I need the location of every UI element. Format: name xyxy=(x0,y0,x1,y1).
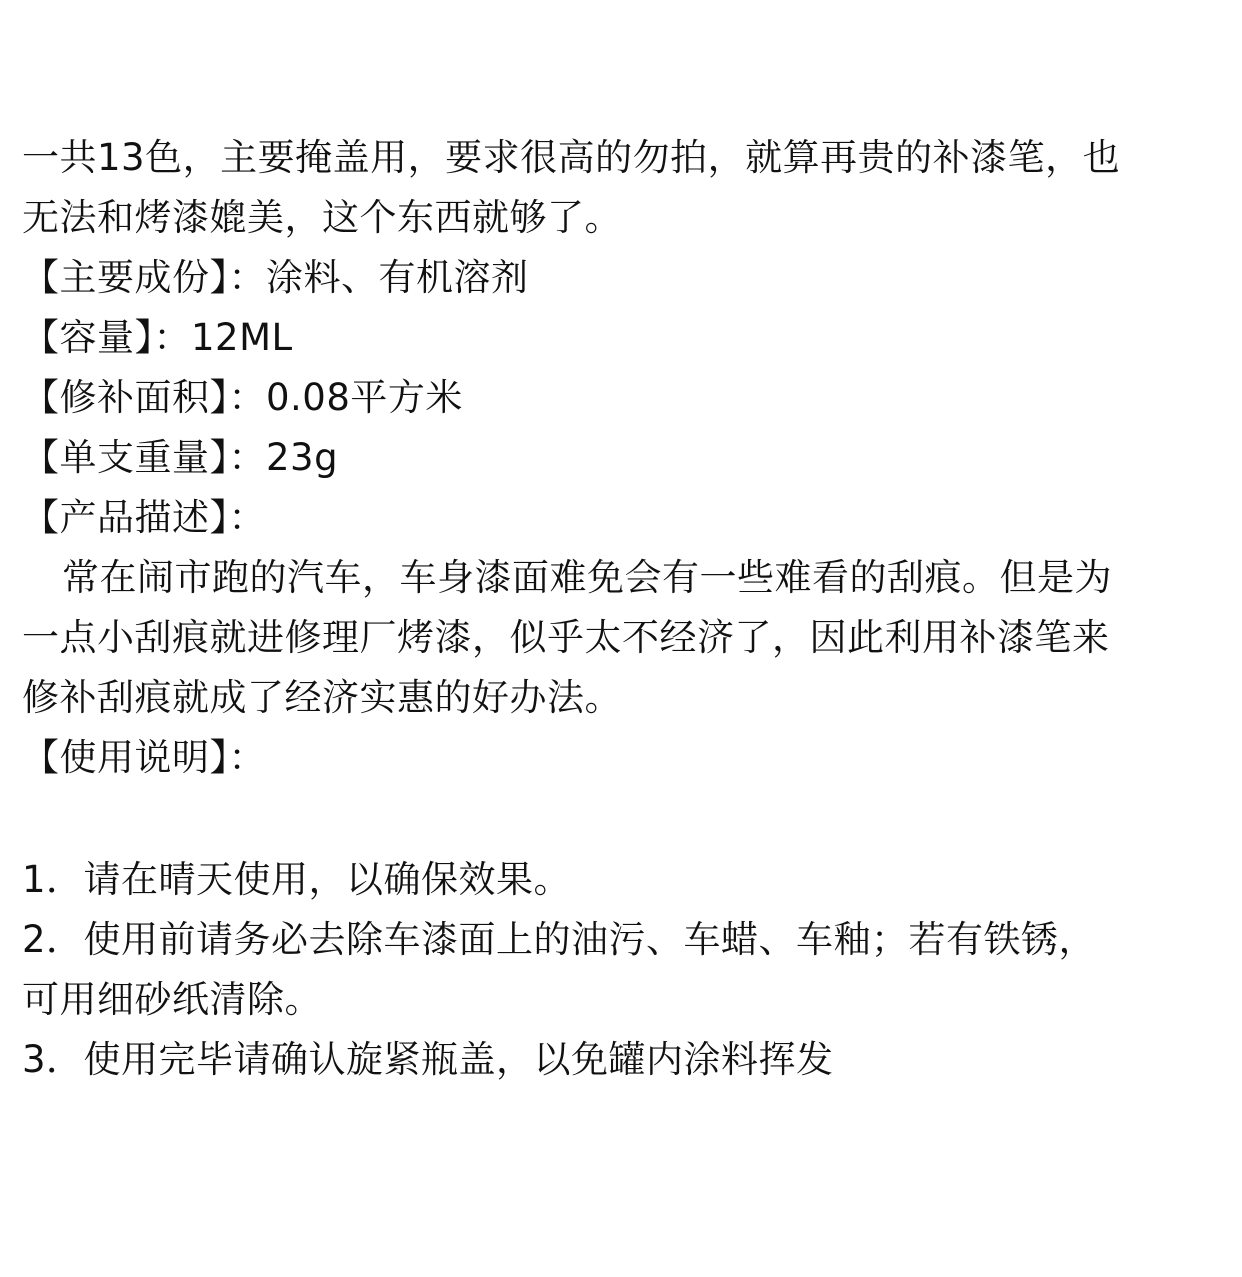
description-line-2: 一点小刮痕就进修理厂烤漆，似乎太不经济了，因此利用补漆笔来 xyxy=(22,616,1110,659)
usage-step-2-line-1: 2．使用前请务必去除车漆面上的油污、车蜡、车釉；若有铁锈， xyxy=(22,918,1097,961)
spec-ingredients: 【主要成份】：涂料、有机溶剂 xyxy=(22,256,529,299)
usage-step-1: 1．请在晴天使用，以确保效果。 xyxy=(22,858,572,901)
intro-line-1: 一共13色，主要掩盖用，要求很高的勿拍，就算再贵的补漆笔，也 xyxy=(22,136,1121,179)
description-line-3: 修补刮痕就成了经济实惠的好办法。 xyxy=(22,676,622,719)
spec-weight: 【单支重量】：23g xyxy=(22,436,339,479)
intro-line-2: 无法和烤漆媲美，这个东西就够了。 xyxy=(22,196,622,239)
usage-step-2-line-2: 可用细砂纸清除。 xyxy=(22,978,322,1021)
usage-heading: 【使用说明】： xyxy=(22,736,266,779)
blank-spacer xyxy=(22,788,1222,850)
usage-step-3: 3．使用完毕请确认旋紧瓶盖，以免罐内涂料挥发 xyxy=(22,1038,834,1081)
product-description-document xyxy=(22,128,1222,1090)
description-heading: 【产品描述】： xyxy=(22,496,266,539)
spec-repair-area: 【修补面积】：0.08平方米 xyxy=(22,376,463,419)
description-line-1: 常在闹市跑的汽车，车身漆面难免会有一些难看的刮痕。但是为 xyxy=(62,556,1112,599)
spec-capacity: 【容量】：12ML xyxy=(22,316,293,359)
